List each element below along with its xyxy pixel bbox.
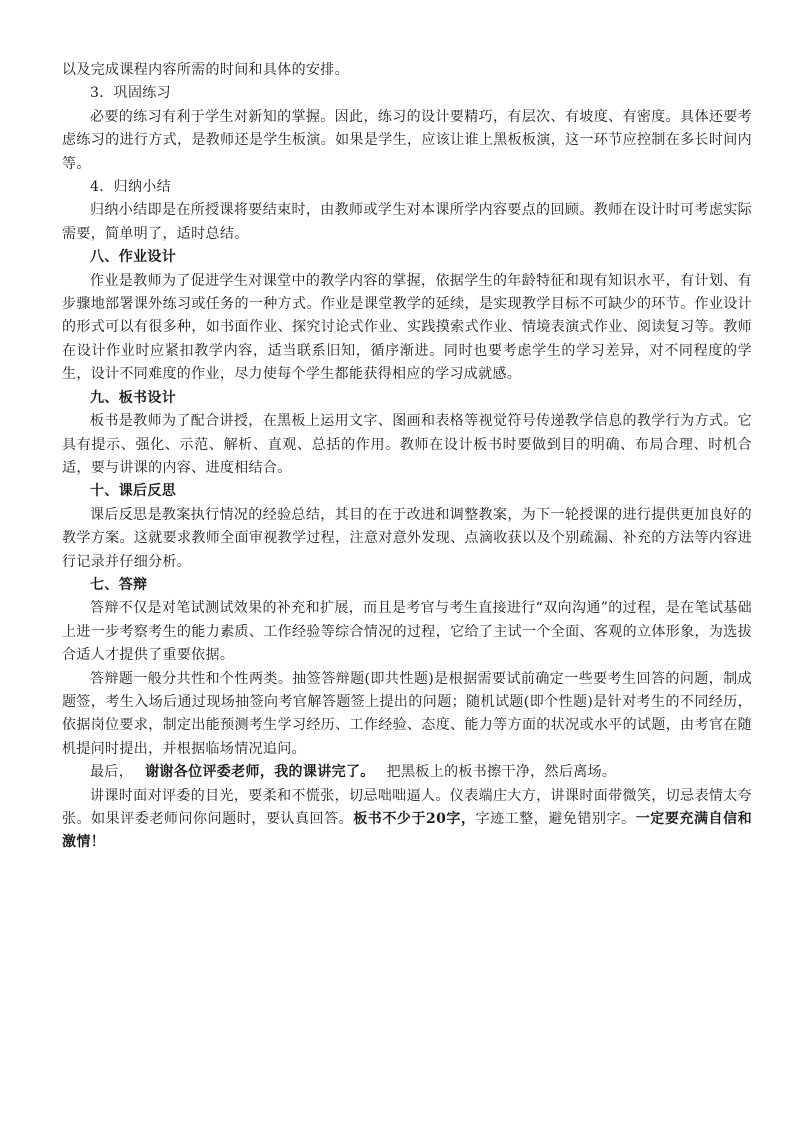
tips-confidence: 一定要充满自信和激情！: [62, 811, 752, 851]
paragraph-time-arrangement: 以及完成课程内容所需的时间和具体的安排。: [62, 62, 349, 78]
paragraph-board-design: 板书是教师为了配合讲授，在黑板上运用文字、图画和表格等视觉符号传递教学信息的教学行为方式。它具有提示、强化、示范、解析、直观、总括的作用。教师在设计板书时要做到目的明确、布局合理、时机合适，要与讲课的内容、进度相结合。: [62, 413, 752, 476]
paragraph-closing: [62, 761, 752, 784]
subheading-summary: 4．归纳小结: [90, 179, 172, 196]
heading-homework-design: 八、作业设计: [90, 249, 177, 266]
heading-board-design: 九、板书设计: [90, 389, 177, 406]
paragraph-homework-design: 作业是教师为了促进学生对课堂中的教学内容的掌握，依据学生的年龄特征和现有知识水平，有计划、有步骤地部署课外练习或任务的一种方式。作业是课堂教学的延续，是实现教学目标不可缺少的环节。作业设计的形式可以有很多种，如书面作业、探究讨论式作业、实践摸索式作业、情境表演式作业、阅读复习等。教师在设计作业时应紧扣教学内容，适当联系旧知，循序渐进。同时也要考虑学生的学习差异，对不同程度的学生，设计不同难度的作业，尽力使每个学生都能获得相应的学习成就感。: [62, 272, 752, 383]
paragraph-defense-types: 答辩题一般分共性和个性两类。抽签答辩题(即共性题)是根据需要试前确定一些要考生回答的问题，制成题签，考生入场后通过现场抽签向考官解答题签上提出的问题；随机试题(即个性题)是针对考生的不同经历，依据岗位要求，制定出能预测考生学习经历、工作经验、态度、能力等方面的状况或水平的试题，由考官在随机提问时提出，并根据临场情况追问。: [62, 670, 752, 757]
paragraph-reflection: 课后反思是教案执行情况的经验总结，其目的在于改进和调整教案，为下一轮授课的进行提供更加良好的教学方案。这就要求教师全面审视教学过程，注意对意外发现、点滴收获以及个别疏漏、补充的方法等内容进行记录并仔细分析。: [62, 506, 752, 570]
document-page: [62, 59, 752, 855]
closing-lead: 最后，: [90, 764, 134, 781]
paragraph-defense-intro: 答辩不仅是对笔试测试效果的补充和扩展，而且是考官与考生直接进行“双向沟通”的过程，是在笔试基础上进一步考察考生的能力素质、工作经验等综合情况的过程，它给了主试一个全面、客观的立体形象，为选拔合适人才提供了重要依据。: [62, 600, 752, 664]
paragraph-summary: 归纳小结即是在所授课将要结束时，由教师或学生对本课所学内容要点的回顾。教师在设计时可考虑实际需要，简单明了，适时总结。: [62, 202, 752, 242]
paragraph-practice: 必要的练习有利于学生对新知的掌握。因此，练习的设计要精巧，有层次、有坡度、有密度。具体还要考虑练习的进行方式，是教师还是学生板演。如果是学生，应该让谁上黑板板演，这一环节应控制在多长时间内等。: [62, 108, 752, 172]
tips-text: 讲课时面对评委的目光，要柔和不慌张，切忌咄咄逼人。仪表端庄大方，讲课时面带微笑，切忌表情太夸张。如果评委老师问你问题时，要认真回答。: [62, 787, 752, 827]
heading-defense: 七、答辩: [90, 576, 148, 593]
tips-board-requirement: 板书不少于20字，: [353, 811, 476, 827]
closing-thanks: 谢谢各位评委老师，我的课讲完了。: [145, 764, 375, 781]
closing-action: 把黑板上的板书擦干净，然后离场。: [386, 764, 617, 781]
paragraph-tips: [62, 785, 752, 855]
subheading-practice: 3．巩固练习: [90, 85, 172, 102]
tips-handwriting: 字迹工整，避免错别字。: [475, 811, 636, 827]
heading-reflection: 十、课后反思: [90, 483, 177, 500]
